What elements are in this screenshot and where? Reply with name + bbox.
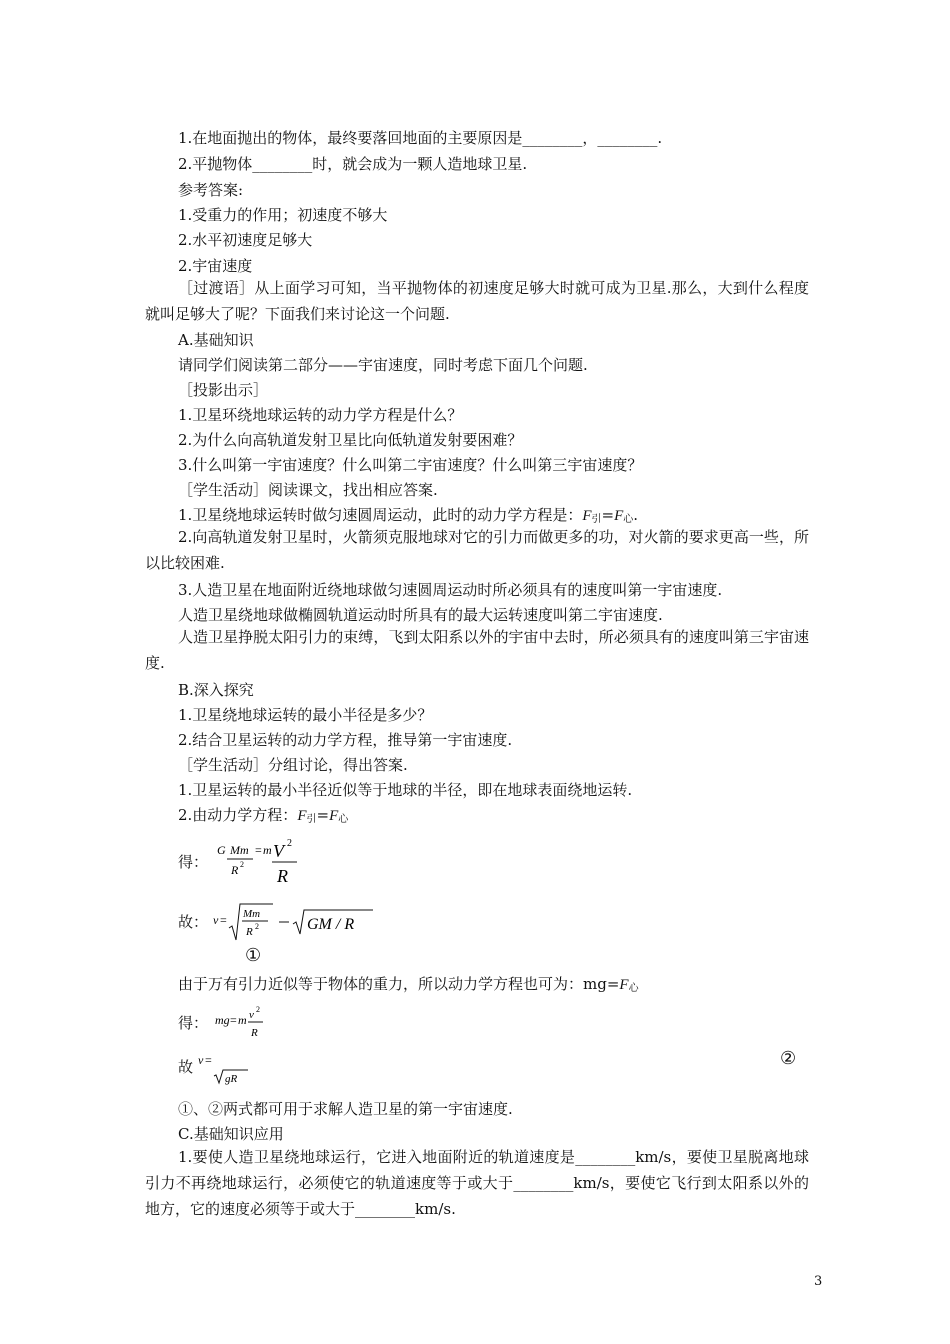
projection-label: ［投影出示］ (178, 381, 269, 399)
subscript-yin: 引 (591, 514, 602, 525)
svg-text:2: 2 (254, 922, 259, 931)
answer-2: 2.水平初速度足够大 (178, 231, 313, 249)
svg-text:v: v (248, 1009, 254, 1021)
answer-a1-text: 1.卫星绕地球运转时做匀速圆周运动，此时的动力学方程是： (178, 506, 583, 524)
section-heading: 2.宇宙速度 (178, 257, 253, 275)
answer-b2-text: 2.由动力学方程： (178, 806, 298, 824)
question-b1: 1.卫星绕地球运转的最小半径是多少？ (178, 706, 433, 724)
both-formulas-note: ①、②两式都可用于求解人造卫星的第一宇宙速度. (178, 1100, 513, 1118)
equation-marker-1: ① (245, 945, 262, 966)
svg-text:=: = (254, 843, 262, 857)
formula-3 (178, 1004, 283, 1044)
second-cosmic-def: 人造卫星绕地球做椭圆轨道运动时所具有的最大运转速度叫第二宇宙速度. (178, 606, 663, 624)
answer-b2: 2.由动力学方程：$F_引=F_心$ (178, 806, 349, 825)
svg-text:R: R (276, 866, 288, 886)
question-b2: 2.结合卫星运转的动力学方程，推导第一宇宙速度. (178, 731, 513, 749)
question-a3: 3.什么叫第一宇宙速度？什么叫第二宇宙速度？什么叫第三宇宙速度？ (178, 456, 643, 474)
student-discussion: ［学生活动］分组讨论，得出答案. (178, 756, 408, 774)
gravity-note: 由于万有引力近似等于物体的重力，所以动力学方程也可为：$mg=F_心$ (178, 975, 639, 994)
student-activity: ［学生活动］阅读课文，找出相应答案. (178, 481, 438, 499)
svg-text:Mm: Mm (242, 908, 260, 920)
formula-4-label: 故 (178, 1058, 198, 1076)
formula-3-graphic (213, 1004, 283, 1044)
formula-1-graphic (213, 838, 323, 888)
reading-instruction: 请同学们阅读第二部分——宇宙速度，同时考虑下面几个问题. (178, 356, 588, 374)
formula-2-label: 故： (178, 913, 209, 931)
transition-paragraph: ［过渡语］从上面学习可知，当平抛物体的初速度足够大时就可成为卫星.那么，大到什么程度就叫足够大了呢？下面我们来讨论这一个问题. (145, 279, 809, 323)
svg-text:GM / R: GM / R (306, 916, 354, 933)
equation-marker-2: ② (780, 1048, 797, 1069)
svg-text:R: R (245, 926, 253, 938)
answer-b1: 1.卫星运转的最小半径近似等于地球的半径，即在地球表面绕地运转. (178, 781, 633, 799)
gravity-note-text: 由于万有引力近似等于物体的重力，所以动力学方程也可为：mg= (178, 975, 620, 993)
svg-text:Mm: Mm (229, 843, 249, 857)
page-number: 3 (814, 1274, 823, 1289)
svg-text:2: 2 (286, 838, 292, 849)
svg-text:m: m (262, 843, 272, 857)
formula-2 (178, 900, 383, 946)
svg-text:G: G (216, 843, 226, 857)
svg-text:=: = (229, 1013, 237, 1027)
svg-text:R: R (250, 1027, 258, 1039)
application-question: 1.要使人造卫星绕地球运行，它进入地面附近的轨道速度是________km/s，要使卫星脱离地球引力不再绕地球运行，必须使它的轨道速度等于或大于________km/s，要使它飞行到太阳系以外的地方，它的速度必须等于或大于________km/s. (145, 1148, 809, 1218)
question-1: 1.在地面抛出的物体，最终要落回地面的主要原因是________，________. (178, 129, 663, 147)
answer-heading: 参考答案: (178, 181, 244, 199)
svg-text:v: v (197, 1053, 204, 1067)
svg-text:mg: mg (214, 1013, 230, 1027)
svg-text:2: 2 (239, 860, 244, 869)
subsection-b: B.深入探究 (178, 681, 254, 699)
svg-text:V: V (272, 841, 284, 861)
svg-text:m: m (237, 1013, 247, 1027)
formula-3-label: 得： (178, 1014, 209, 1032)
svg-text:=: = (219, 913, 227, 927)
svg-text:2: 2 (255, 1005, 260, 1014)
formula-1 (178, 838, 323, 888)
question-2: 2.平抛物体________时，就会成为一颗人造地球卫星. (178, 155, 528, 173)
answer-a2: 2.向高轨道发射卫星时，火箭须克服地球对它的引力而做更多的功，对火箭的要求更高一些，所以比较困难. (145, 528, 809, 572)
svg-text:v: v (212, 913, 219, 927)
svg-text:R: R (230, 863, 239, 877)
question-a2: 2.为什么向高轨道发射卫星比向低轨道发射要困难？ (178, 431, 523, 449)
formula-4 (178, 1050, 258, 1086)
subsection-c: C.基础知识应用 (178, 1125, 284, 1143)
svg-text:=: = (204, 1053, 212, 1067)
answer-1: 1.受重力的作用；初速度不够大 (178, 206, 388, 224)
answer-a1: 1.卫星绕地球运转时做匀速圆周运动，此时的动力学方程是：$F_引=F_心$. (178, 506, 639, 525)
formula-4-graphic (198, 1050, 258, 1086)
question-a1: 1.卫星环绕地球运转的动力学方程是什么？ (178, 406, 463, 424)
formula-1-label: 得： (178, 853, 209, 871)
subscript-xin: 心 (623, 514, 634, 525)
subsection-a: A.基础知识 (178, 331, 254, 349)
svg-text:gR: gR (224, 1073, 238, 1085)
formula-2-graphic (213, 900, 383, 946)
third-cosmic-def: 人造卫星挣脱太阳引力的束缚，飞到太阳系以外的宇宙中去时，所必须具有的速度叫第三宇宙速度. (145, 628, 809, 672)
answer-a3: 3.人造卫星在地面附近绕地球做匀速圆周运动时所必须具有的速度叫第一宇宙速度. (178, 581, 723, 599)
